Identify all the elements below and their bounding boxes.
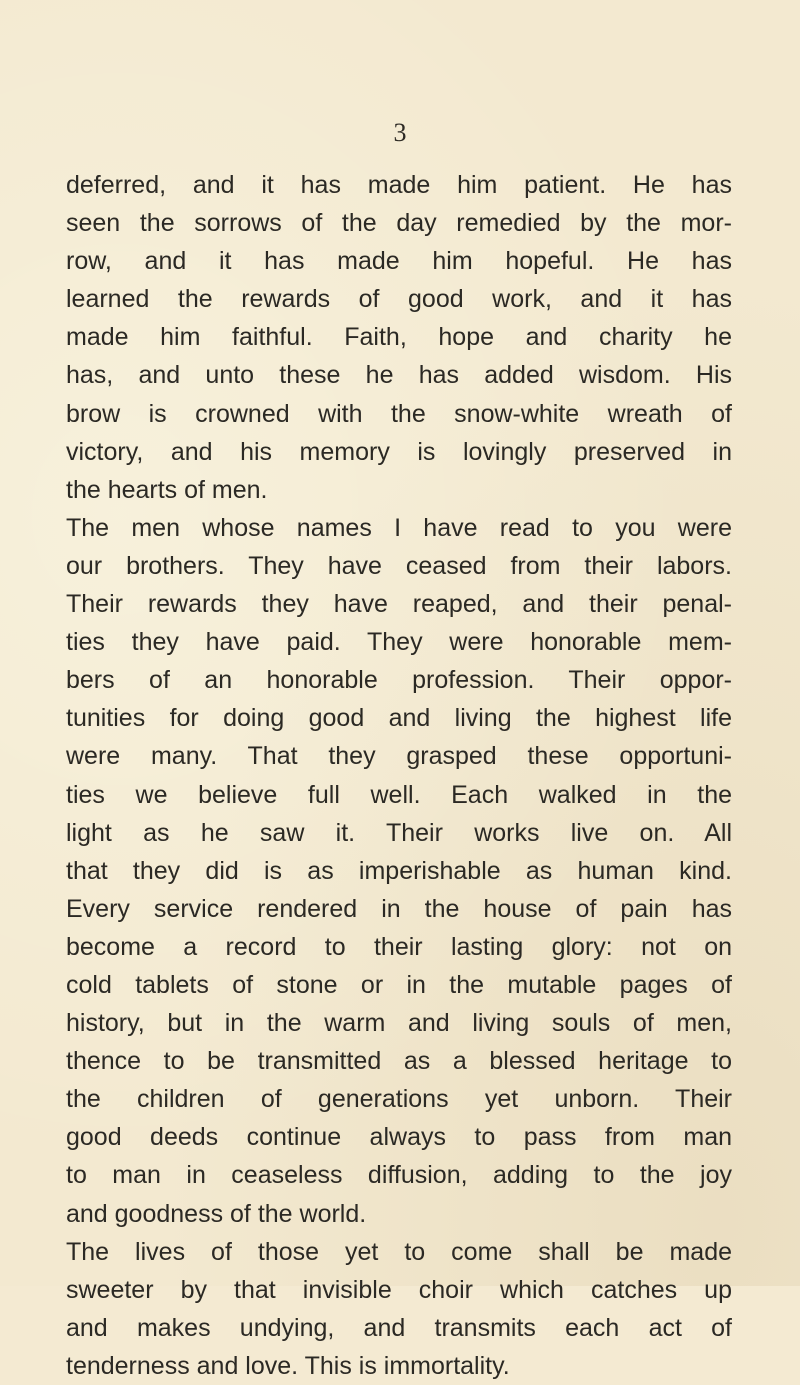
text-line: ties they have paid. They were honorable mem- (66, 628, 732, 657)
text-line: The lives of those yet to come shall be made (66, 1237, 732, 1266)
text-line: Their rewards they have reaped, and their penal- (66, 590, 732, 619)
text-line: ties we believe full well. Each walked in the (66, 780, 732, 809)
text-line: and goodness of the world. (66, 1199, 367, 1228)
text-line: become a record to their lasting glory: not on (66, 932, 732, 961)
paragraph-1 (66, 166, 732, 509)
text-line: good deeds continue always to pass from man (66, 1123, 732, 1152)
text-line: bers of an honorable profession. Their oppor- (66, 666, 732, 695)
text-line: Every service rendered in the house of pain has (66, 894, 732, 923)
text-line: the hearts of men. (66, 475, 268, 504)
paragraph-2 (66, 509, 732, 1233)
text-line: light as he saw it. Their works live on. All (66, 818, 732, 847)
text-line: The men whose names I have read to you were (66, 513, 732, 542)
text-line: deferred, and it has made him patient. He has (66, 171, 732, 199)
text-line: row, and it has made him hopeful. He has (66, 247, 732, 276)
text-line: thence to be transmitted as a blessed heritage to (66, 1047, 732, 1076)
text-line: brow is crowned with the snow-white wreath of (66, 399, 732, 428)
page-number: 3 (393, 118, 407, 147)
text-line: our brothers. They have ceased from their labors. (66, 551, 732, 580)
text-line: learned the rewards of good work, and it has (66, 285, 732, 314)
text-line: made him faithful. Faith, hope and charity he (66, 323, 732, 352)
text-line: and makes undying, and transmits each act of (66, 1313, 732, 1342)
text-line: history, but in the warm and living souls of men, (66, 1009, 732, 1038)
text-line: has, and unto these he has added wisdom. His (66, 361, 732, 390)
text-line: to man in ceaseless diffusion, adding to the joy (66, 1161, 732, 1190)
paragraph-3 (66, 1233, 732, 1385)
body-text (66, 166, 732, 1385)
text-line: cold tablets of stone or in the mutable pages of (66, 970, 732, 999)
text-line: sweeter by that invisible choir which catches up (66, 1275, 732, 1304)
text-line: were many. That they grasped these opportuni- (66, 742, 732, 771)
text-line: tunities for doing good and living the highest life (66, 704, 732, 733)
text-line: the children of generations yet unborn. Their (66, 1085, 732, 1114)
text-line: victory, and his memory is lovingly preserved in (66, 437, 732, 466)
text-line: that they did is as imperishable as human kind. (66, 856, 732, 885)
text-line: tenderness and love. This is immortality. (66, 1351, 510, 1380)
text-line: seen the sorrows of the day remedied by the mor- (66, 209, 732, 238)
